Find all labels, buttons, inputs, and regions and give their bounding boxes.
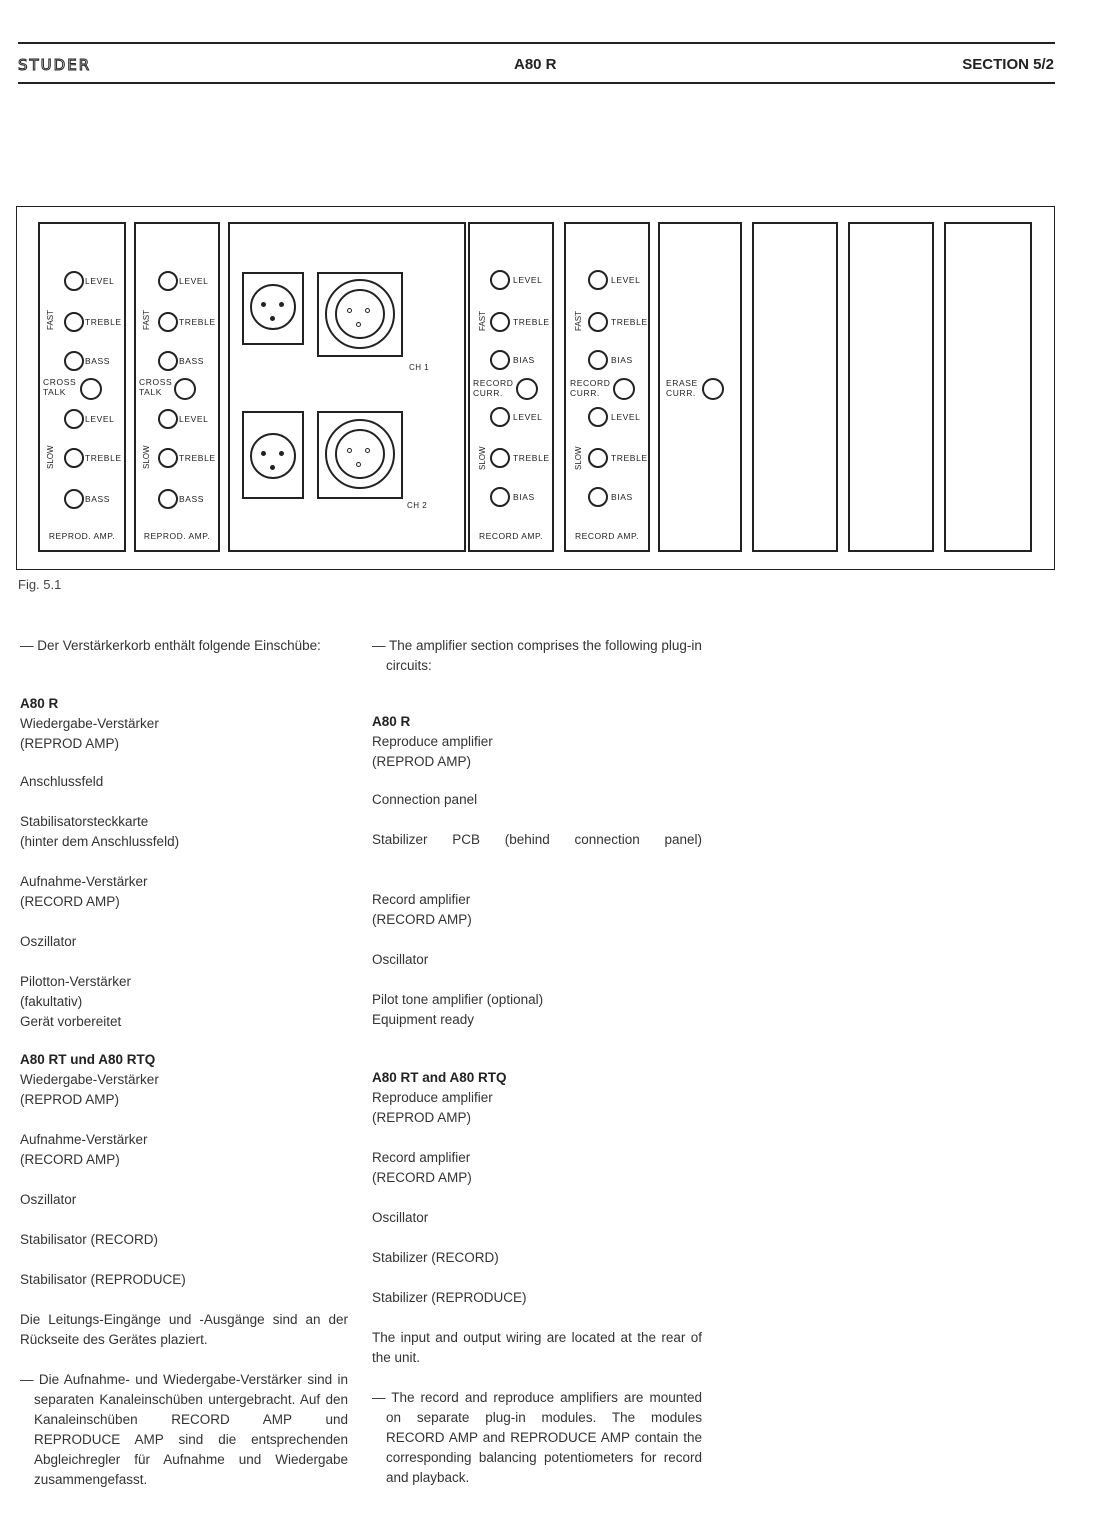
fast-label: FAST: [142, 309, 151, 330]
list-item-line: (RECORD AMP): [20, 894, 120, 909]
list-item-line: Record amplifier: [372, 892, 471, 907]
pot-label: TREBLE: [611, 453, 648, 463]
list-item: [372, 890, 702, 930]
pot-icon: [702, 378, 724, 400]
pot-label: BASS: [179, 356, 205, 366]
list-item-line: (RECORD AMP): [372, 912, 472, 927]
pot-label: LEVEL: [179, 276, 209, 286]
pot-icon: [64, 271, 84, 291]
list-item: (REPROD AMP): [20, 1092, 120, 1107]
section-heading: A80 R: [372, 714, 411, 729]
pot-icon: [158, 489, 178, 509]
empty-slot: [944, 222, 1032, 552]
pot-label: TREBLE: [513, 453, 550, 463]
list-item-line: Record amplifier: [372, 1150, 471, 1165]
list-item: Reproduce amplifier: [372, 1090, 493, 1105]
a80rt-block: [20, 1050, 348, 1110]
list-item: [20, 812, 348, 852]
section-heading: A80 R: [20, 696, 59, 711]
pot-label: BASS: [85, 494, 111, 504]
pot-label: TREBLE: [611, 317, 648, 327]
xlr-male-connector-ch2: [242, 411, 304, 499]
slow-label: SLOW: [46, 445, 55, 469]
xlr-socket-icon: [250, 433, 296, 479]
xlr-socket-icon: [250, 284, 296, 330]
list-item: (REPROD AMP): [20, 736, 120, 751]
figure-caption: Fig. 5.1: [18, 577, 62, 592]
xlr-socket-icon: [325, 279, 395, 349]
slow-label: SLOW: [478, 446, 487, 470]
pot-label: RECORD CURR.: [570, 378, 611, 398]
pot-label: LEVEL: [611, 275, 641, 285]
pot-label: RECORD CURR.: [473, 378, 514, 398]
list-item: [20, 972, 348, 1032]
header-rule-top: [18, 42, 1055, 44]
intro-paragraph: — Der Verstärkerkorb enthält folgende Einschübe:: [20, 638, 321, 653]
pot-label: LEVEL: [179, 414, 209, 424]
list-item: Connection panel: [372, 792, 478, 807]
pot-icon: [158, 312, 178, 332]
pot-label: LEVEL: [513, 275, 543, 285]
list-item-line: Pilot tone amplifier (optional): [372, 992, 544, 1007]
pot-label: BIAS: [611, 355, 633, 365]
pot-icon: [80, 378, 102, 400]
pot-icon: [490, 270, 510, 290]
pot-label: LEVEL: [85, 414, 115, 424]
list-item: [372, 1148, 702, 1188]
list-item-line: Aufnahme-Verstärker: [20, 874, 148, 889]
pot-icon: [174, 378, 196, 400]
pot-label: TREBLE: [85, 453, 122, 463]
fast-label: FAST: [478, 310, 487, 331]
xlr-male-connector-ch1: [242, 272, 304, 345]
paragraph: — The record and reproduce amplifiers are mounted on separate plug-in modules. The modules RECORD AMP and REPRODUCE AMP contain the corresponding balancing potentiometers for record and playback.: [372, 1390, 702, 1485]
fast-label: FAST: [574, 310, 583, 331]
slow-label: SLOW: [142, 445, 151, 469]
xlr-socket-icon: [325, 419, 395, 489]
list-item: Wiedergabe-Verstärker: [20, 1072, 159, 1087]
ch1-label: CH 1: [409, 363, 430, 372]
module-name: RECORD AMP.: [575, 531, 639, 541]
list-item: (REPROD AMP): [372, 1110, 472, 1125]
list-item: Stabilizer PCB (behind connection panel): [372, 832, 702, 847]
empty-slot: [848, 222, 934, 552]
model-title: A80 R: [514, 56, 557, 73]
pot-label: BIAS: [513, 492, 535, 502]
pot-label: TREBLE: [85, 317, 122, 327]
paragraph: The input and output wiring are located at the rear of the unit.: [372, 1330, 702, 1365]
pot-icon: [158, 271, 178, 291]
pot-label: BIAS: [611, 492, 633, 502]
pot-label: LEVEL: [85, 276, 115, 286]
pot-icon: [64, 409, 84, 429]
list-item-line: Equipment ready: [372, 1012, 475, 1027]
pot-label: TREBLE: [179, 317, 216, 327]
pot-icon: [64, 312, 84, 332]
list-item: Stabilisator (RECORD): [20, 1232, 159, 1247]
pot-icon: [64, 489, 84, 509]
list-item-line: Pilotton-Verstärker: [20, 974, 132, 989]
list-item: Stabilizer (REPRODUCE): [372, 1290, 527, 1305]
slow-label: SLOW: [574, 446, 583, 470]
german-column: [20, 636, 348, 1510]
list-item-line: Gerät vorbereitet: [20, 1014, 122, 1029]
reprod-amp-module-2: [134, 222, 220, 552]
list-item: Oscillator: [372, 952, 429, 967]
pot-label: BIAS: [513, 355, 535, 365]
list-item: Wiedergabe-Verstärker: [20, 716, 159, 731]
module-name: REPROD. AMP.: [48, 531, 116, 541]
pot-icon: [64, 351, 84, 371]
a80r-block: [372, 712, 702, 772]
list-item: (REPROD AMP): [372, 754, 472, 769]
pot-label: LEVEL: [513, 412, 543, 422]
section-number: SECTION 5/2: [962, 56, 1054, 73]
pot-icon: [158, 409, 178, 429]
a80r-block: [20, 694, 348, 754]
list-item: Anschlussfeld: [20, 774, 104, 789]
list-item: Oscillator: [372, 1210, 429, 1225]
pot-icon: [490, 448, 510, 468]
pot-label: TREBLE: [179, 453, 216, 463]
header-rule-bottom: [18, 82, 1055, 84]
pot-label: ERASE CURR.: [666, 378, 698, 398]
list-item: Oszillator: [20, 934, 77, 949]
xlr-female-connector-ch2: [317, 411, 403, 499]
pot-icon: [613, 378, 635, 400]
pot-icon: [490, 350, 510, 370]
list-item-line: Aufnahme-Verstärker: [20, 1132, 148, 1147]
pot-label: BASS: [85, 356, 111, 366]
list-item-line: (hinter dem Anschlussfeld): [20, 834, 180, 849]
pot-icon: [588, 270, 608, 290]
list-item-line: Stabilisatorsteckkarte: [20, 814, 149, 829]
list-item: Reproduce amplifier: [372, 734, 493, 749]
pot-icon: [588, 350, 608, 370]
module-name: REPROD. AMP.: [143, 531, 211, 541]
pot-icon: [490, 487, 510, 507]
english-column: [372, 636, 702, 1508]
section-heading: A80 RT und A80 RTQ: [20, 1052, 156, 1067]
list-item: Stabilizer (RECORD): [372, 1250, 499, 1265]
pot-icon: [588, 487, 608, 507]
oscillator-module: [658, 222, 742, 552]
pot-icon: [588, 312, 608, 332]
pot-label: LEVEL: [611, 412, 641, 422]
list-item: Stabilisator (REPRODUCE): [20, 1272, 186, 1287]
module-name: RECORD AMP.: [479, 531, 543, 541]
list-item-line: (RECORD AMP): [372, 1170, 472, 1185]
pot-label: CROSS TALK: [43, 377, 77, 397]
pot-icon: [490, 407, 510, 427]
list-item-line: (fakultativ): [20, 994, 83, 1009]
pot-icon: [588, 448, 608, 468]
record-amp-module-1: [468, 222, 554, 552]
list-item: Oszillator: [20, 1192, 77, 1207]
pot-icon: [588, 407, 608, 427]
fast-label: FAST: [46, 309, 55, 330]
paragraph: — Die Aufnahme- und Wiedergabe-Verstärker sind in separaten Kanaleinschüben untergebracht. Auf den Kanaleinschüben RECORD AMP und REPRODUCE AMP sind die entsprechenden Abgleichregler für Aufnahme und Wiedergabe zusammengefasst.: [20, 1372, 348, 1487]
xlr-female-connector-ch1: [317, 272, 403, 357]
amplifier-rack-figure: [16, 206, 1055, 570]
intro-paragraph: — The amplifier section comprises the following plug-in circuits:: [372, 638, 702, 673]
pot-icon: [490, 312, 510, 332]
list-item: [20, 872, 348, 912]
list-item-line: (RECORD AMP): [20, 1152, 120, 1167]
pot-icon: [516, 378, 538, 400]
pot-icon: [64, 448, 84, 468]
ch2-label: CH 2: [407, 501, 428, 510]
reprod-amp-module-1: [38, 222, 126, 552]
pot-label: CROSS TALK: [139, 377, 173, 397]
list-item: [20, 1130, 348, 1170]
pot-icon: [158, 448, 178, 468]
studer-logo: STUDER: [18, 56, 92, 74]
pot-icon: [158, 351, 178, 371]
a80rt-block: [372, 1068, 702, 1128]
pot-label: TREBLE: [513, 317, 550, 327]
record-amp-module-2: [564, 222, 650, 552]
connection-panel-module: [228, 222, 466, 552]
empty-slot: [752, 222, 838, 552]
section-heading: A80 RT and A80 RTQ: [372, 1070, 507, 1085]
list-item: [372, 990, 702, 1030]
paragraph: Die Leitungs-Eingänge und -Ausgänge sind an der Rückseite des Gerätes plaziert.: [20, 1312, 348, 1347]
pot-label: BASS: [179, 494, 205, 504]
